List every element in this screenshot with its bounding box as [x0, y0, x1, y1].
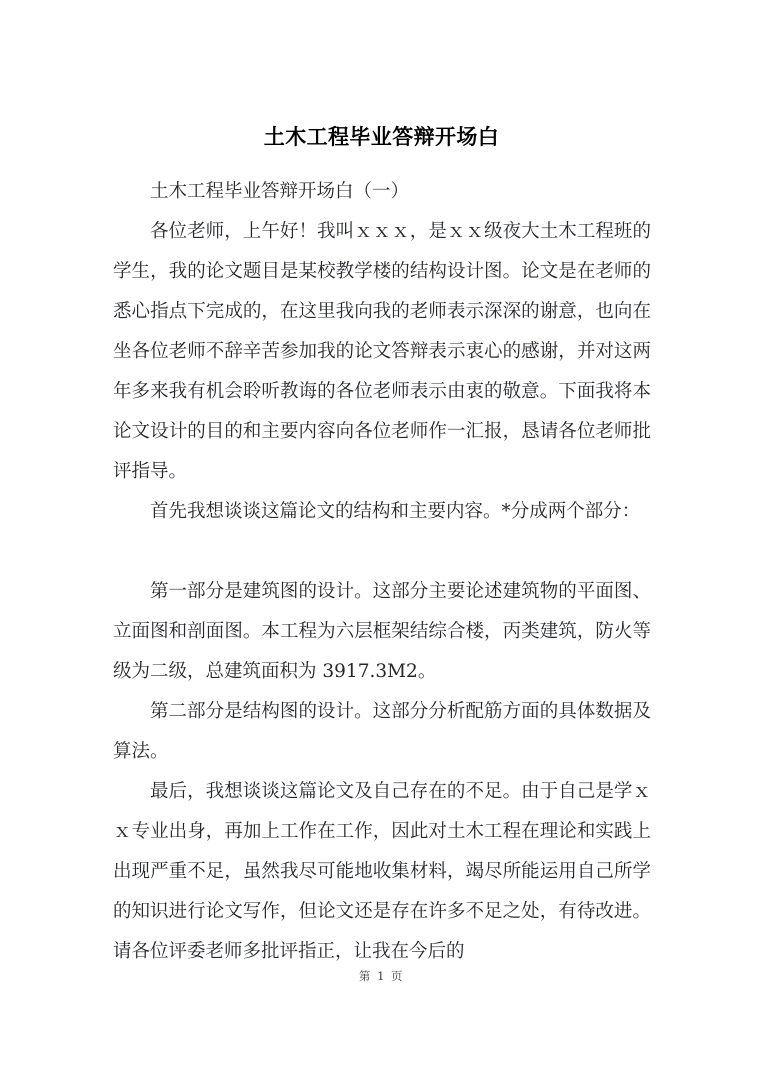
page-number-footer: 第 1 页 [358, 969, 405, 983]
page-title: 土木工程毕业答辩开场白 [263, 125, 500, 150]
paragraph-part-one: 第一部分是建筑图的设计。这部分主要论述建筑物的平面图、立面图和剖面图。本工程为六层框架结综合楼，丙类建筑，防火等级为二级，总建筑面积为 3917.3M2。 [113, 581, 651, 682]
paragraph-structure-intro: 首先我想谈谈这篇论文的结构和主要内容。*分成两个部分： [150, 501, 641, 522]
paragraph-part-two: 第二部分是结构图的设计。这部分分析配筋方面的具体数据及算法。 [113, 701, 651, 762]
document-subtitle: 土木工程毕业答辩开场白（一） [150, 181, 410, 202]
paragraph-greeting: 各位老师，上午好！我叫ｘｘｘ，是ｘｘ级夜大土木工程班的学生，我的论文题目是某校教学楼的结构设计图。论文是在老师的悉心指点下完成的，在这里我向我的老师表示深深的谢意，也向在坐各位老师不辞辛苦参加我的论文答辩表示衷心的感谢，并对这两年多来我有机会聆听教诲的各位老师表示由衷的敬意。下面我将本论文设计的目的和主要内容向各位老师作一汇报，恳请各位老师批评指导。 [113, 221, 651, 482]
document-body [113, 172, 651, 972]
paragraph-conclusion: 最后，我想谈谈这篇论文及自己存在的不足。由于自己是学ｘｘ专业出身，再加上工作在工作，因此对土木工程在理论和实践上出现严重不足，虽然我尽可能地收集材料，竭尽所能运用自己所学的知识进行论文写作，但论文还是存在许多不足之处，有待改进。请各位评委老师多批评指正，让我在今后的 [113, 781, 651, 962]
